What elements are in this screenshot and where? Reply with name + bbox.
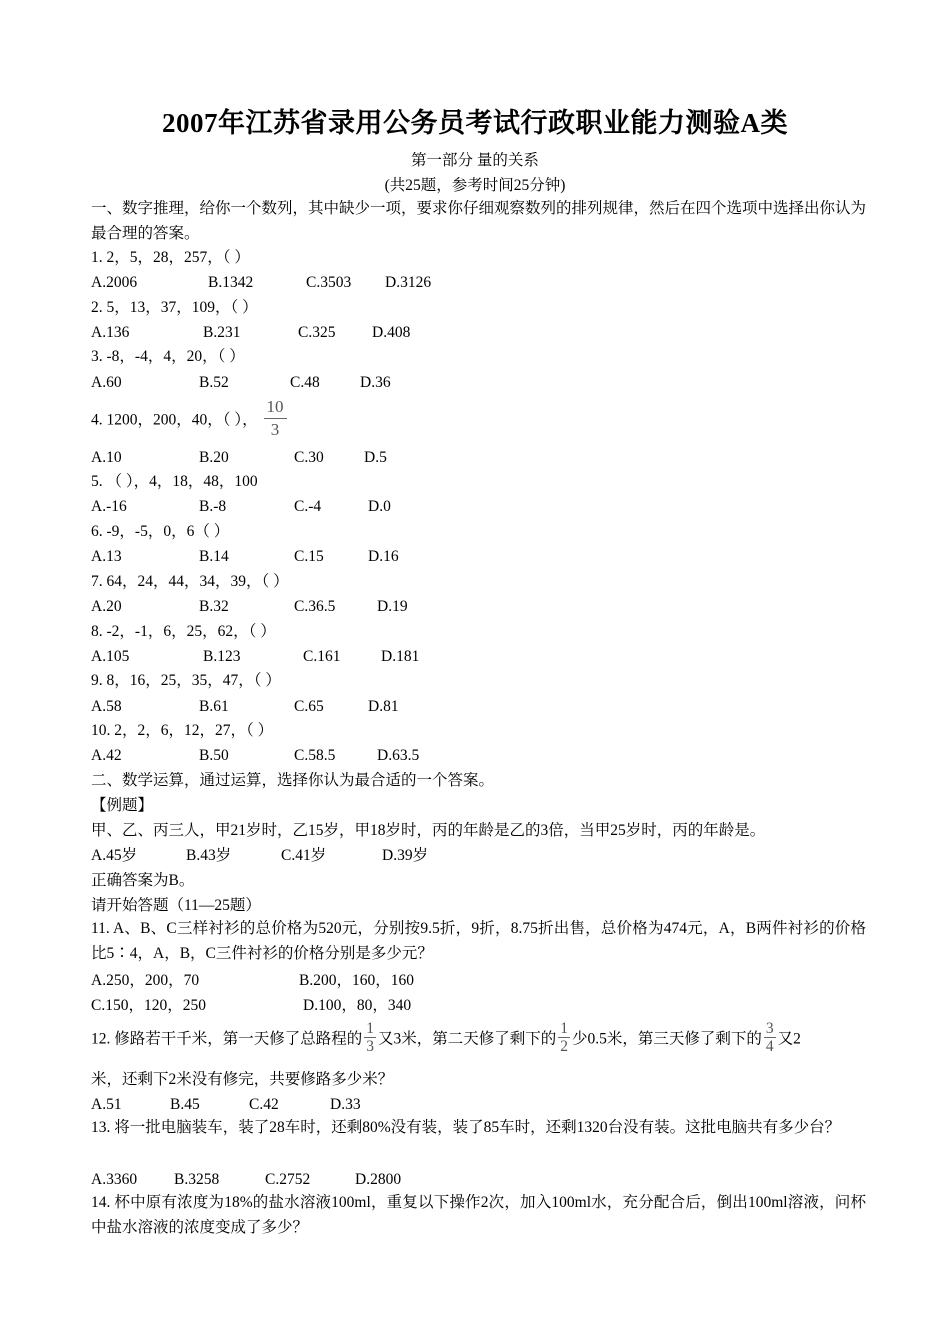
q12-option-a: A.51 — [91, 1096, 122, 1113]
q10-option-b: B.50 — [199, 747, 229, 764]
q11-option-a: A.250，200，70 — [91, 972, 200, 989]
q12-f1-denominator: 3 — [366, 1038, 375, 1055]
question-6-stem: 6. -9，-5，0，6（ ） — [91, 523, 230, 540]
part-subheading: (共25题，参考时间25分钟) — [384, 177, 566, 194]
start-instruction: 请开始答题（11—25题） — [91, 897, 261, 914]
q7-option-c: C.36.5 — [294, 598, 336, 615]
q8-option-a: A.105 — [91, 648, 130, 665]
q4-fraction — [264, 396, 287, 441]
q7-option-a: A.20 — [91, 598, 122, 615]
question-12-line2: 米，还剩下2米没有修完，共要修路多少米？ — [91, 1071, 394, 1088]
q1-option-b: B.1342 — [208, 274, 254, 291]
q4-fraction-denominator: 3 — [270, 420, 280, 439]
example-option-b: B.43岁 — [186, 847, 232, 864]
question-1-stem: 1. 2，5，28，257，（ ） — [91, 249, 250, 266]
question-14-stem: 14. 杯中原有浓度为18%的盐水溶液100ml，重复以下操作2次，加入100ml水，充分配合后，倒出100ml溶液，问杯中盐水溶液的浓度变成了多少？ — [91, 1194, 866, 1236]
q6-option-d: D.16 — [368, 548, 399, 565]
q3-option-a: A.60 — [91, 374, 122, 391]
q12-f2-denominator: 2 — [560, 1038, 569, 1055]
question-9-stem: 9. 8，16，25，35，47，（ ） — [91, 672, 281, 689]
q8-option-b: B.123 — [203, 648, 241, 665]
q9-option-d: D.81 — [368, 698, 399, 715]
q12-option-b: B.45 — [170, 1096, 200, 1113]
q7-option-d: D.19 — [377, 598, 408, 615]
example-label: 【例题】 — [91, 797, 154, 814]
q3-option-c: C.48 — [290, 374, 320, 391]
q12-option-c: C.42 — [249, 1096, 279, 1113]
q12-f2-numerator: 1 — [560, 1020, 569, 1037]
q4-option-d: D.5 — [364, 449, 387, 466]
q12-f1-numerator: 1 — [366, 1020, 375, 1037]
q13-option-d: D.2800 — [355, 1171, 402, 1188]
question-3-stem: 3. -8，-4，4，20，（ ） — [91, 348, 245, 365]
q2-option-d: D.408 — [372, 324, 411, 341]
example-option-d: D.39岁 — [382, 847, 429, 864]
q8-option-d: D.181 — [381, 648, 420, 665]
section2-intro: 二、数学运算，通过运算，选择你认为最合适的一个答案。 — [91, 772, 495, 789]
q12-part4: 又2 — [777, 1030, 801, 1048]
question-4-stem-line — [91, 396, 289, 441]
q2-option-c: C.325 — [298, 324, 336, 341]
example-stem: 甲、乙、丙三人，甲21岁时，乙15岁，甲18岁时，丙的年龄是乙的3倍，当甲25岁时，丙的年龄是。 — [91, 822, 766, 839]
q4-option-a: A.10 — [91, 449, 122, 466]
question-13-stem: 13. 将一批电脑装车，装了28车时，还剩80%没有装，装了85车时，还剩1320台没有装。这批电脑共有多少台？ — [91, 1119, 841, 1136]
q10-option-a: A.42 — [91, 747, 122, 764]
question-12-line1 — [91, 1020, 801, 1055]
q9-option-a: A.58 — [91, 698, 122, 715]
q13-option-b: B.3258 — [174, 1171, 220, 1188]
q12-f3-denominator: 4 — [765, 1038, 774, 1055]
q13-option-c: C.2752 — [265, 1171, 311, 1188]
q10-option-c: C.58.5 — [294, 747, 336, 764]
page-title: 2007年江苏省录用公务员考试行政职业能力测验A类 — [162, 108, 788, 138]
example-option-c: C.41岁 — [281, 847, 327, 864]
example-option-a: A.45岁 — [91, 847, 138, 864]
q11-option-b: B.200，160，160 — [299, 972, 414, 989]
q1-option-a: A.2006 — [91, 274, 138, 291]
q12-part2: 又3米，第二天修了剩下的 — [378, 1030, 557, 1048]
q12-f3-numerator: 3 — [765, 1020, 774, 1037]
example-answer: 正确答案为B。 — [91, 872, 195, 889]
question-11-stem: 11. A、B、C三样衬衫的总价格为520元，分别按9.5折，9折，8.75折出售，总价格为474元，A，B两件衬衫的价格比5∶4，A，B，C三件衬衫的价格分别是多少元？ — [91, 920, 866, 962]
q5-option-a: A.-16 — [91, 498, 127, 515]
q5-option-b: B.-8 — [199, 498, 227, 515]
q11-option-c: C.150，120，250 — [91, 997, 206, 1014]
q12-fraction-3 — [764, 1020, 776, 1055]
q4-fraction-numerator: 10 — [264, 396, 287, 419]
q4-option-c: C.30 — [294, 449, 324, 466]
q12-part3: 少0.5米，第三天修了剩下的 — [572, 1030, 762, 1048]
q2-option-b: B.231 — [203, 324, 241, 341]
q8-option-c: C.161 — [303, 648, 341, 665]
q9-option-c: C.65 — [294, 698, 324, 715]
q7-option-b: B.32 — [199, 598, 229, 615]
q2-option-a: A.136 — [91, 324, 130, 341]
q12-part1: 12. 修路若干千米，第一天修了总路程的 — [91, 1030, 363, 1048]
q5-option-d: D.0 — [368, 498, 391, 515]
q10-option-d: D.63.5 — [377, 747, 420, 764]
section1-intro: 一、数字推理，给你一个数列，其中缺少一项，要求你仔细观察数列的排列规律，然后在四个选项中选择出你认为最合理的答案。 — [91, 200, 867, 242]
question-4-stem: 4. 1200，200，40，（ ）， — [91, 411, 258, 429]
q6-option-c: C.15 — [294, 548, 324, 565]
q1-option-d: D.3126 — [385, 274, 432, 291]
question-10-stem: 10. 2，2，6，12，27，（ ） — [91, 722, 274, 739]
q13-option-a: A.3360 — [91, 1171, 138, 1188]
question-2-stem: 2. 5，13，37，109，（ ） — [91, 299, 258, 316]
part-heading: 第一部分 量的关系 — [411, 152, 539, 169]
question-8-stem: 8. -2，-1，6，25，62，（ ） — [91, 623, 276, 640]
q6-option-b: B.14 — [199, 548, 229, 565]
q12-fraction-2 — [558, 1020, 570, 1055]
question-7-stem: 7. 64，24，44，34，39，（ ） — [91, 573, 289, 590]
q6-option-a: A.13 — [91, 548, 122, 565]
q9-option-b: B.61 — [199, 698, 229, 715]
q12-option-d: D.33 — [330, 1096, 361, 1113]
q12-fraction-1 — [364, 1020, 376, 1055]
q4-option-b: B.20 — [199, 449, 229, 466]
q3-option-b: B.52 — [199, 374, 229, 391]
q3-option-d: D.36 — [360, 374, 391, 391]
q11-option-d: D.100，80，340 — [303, 997, 412, 1014]
question-5-stem: 5. （ ），4，18，48，100 — [91, 473, 258, 490]
q5-option-c: C.-4 — [294, 498, 322, 515]
q1-option-c: C.3503 — [306, 274, 352, 291]
